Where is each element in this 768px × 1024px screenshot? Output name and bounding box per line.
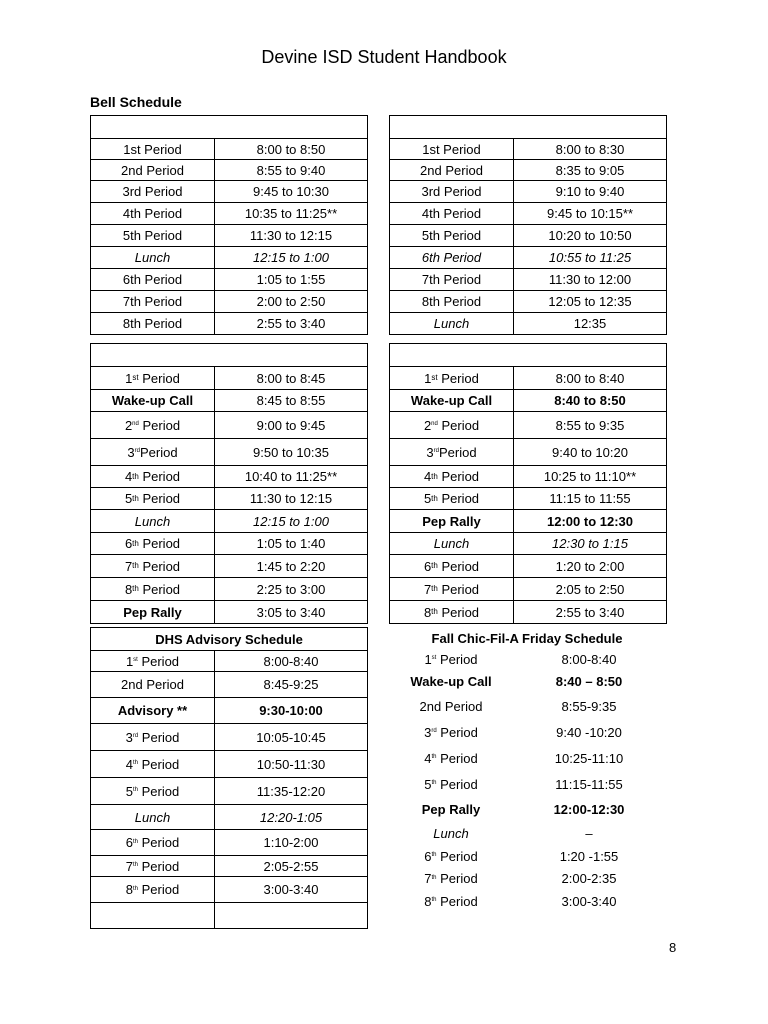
time-cell: 2:25 to 3:00 (256, 581, 326, 597)
bell-schedule-table-regular (90, 115, 368, 335)
table-row (90, 751, 368, 778)
time-cell: 2:00 to 2:50 (256, 294, 326, 309)
period-cell: Pep Rally (421, 801, 481, 817)
bell-schedule-table-pep-rally-end (90, 343, 368, 624)
table-row (389, 866, 665, 891)
table-row (90, 510, 368, 533)
period-label: Period (439, 444, 477, 460)
period-label: Period (436, 893, 478, 909)
period-cell (389, 891, 513, 911)
period-number: 8 (424, 893, 432, 909)
period-number: 8 (125, 882, 133, 897)
time-cell: 12:00-12:30 (553, 801, 625, 817)
period-number: 6 (125, 835, 133, 850)
period-cell: Wake-up Call (390, 390, 514, 411)
time-cell: 10:25 to 11:10** (543, 469, 637, 484)
table-row (389, 313, 667, 335)
period-cell (389, 719, 513, 745)
ordinal-suffix: th (133, 885, 139, 892)
period-cell: 1 st Period (390, 367, 514, 389)
period-label: Period (138, 858, 180, 874)
period-number: 2 (124, 417, 133, 433)
ordinal-suffix: th (133, 862, 139, 868)
table-header-row (389, 627, 665, 649)
ordinal-suffix: th (133, 787, 139, 793)
time-cell: 8:55 to 9:35 (555, 417, 625, 433)
table-row (389, 466, 667, 488)
period-label: Period (138, 882, 180, 897)
period-label: Period (138, 536, 181, 551)
table-row (389, 797, 665, 821)
time-cell: 11:15-11:55 (555, 776, 623, 792)
time-cell: 2:05 to 2:50 (555, 581, 625, 597)
table-row (90, 390, 368, 412)
time-cell: 3:00-3:40 (263, 882, 319, 897)
table-row (90, 601, 368, 624)
period-label: Period (437, 491, 480, 506)
period-label: Period (138, 558, 181, 574)
table-header-row (90, 627, 368, 651)
time-cell: 8:40 – 8:50 (555, 674, 623, 689)
table-row (90, 367, 368, 390)
table-row (90, 778, 368, 805)
period-cell (389, 866, 513, 891)
period-cell: Wake-up Call (410, 674, 492, 689)
table-row (389, 291, 667, 313)
period-cell: Wake-up Call (91, 390, 215, 411)
period-cell (91, 751, 215, 777)
period-number: 1 (424, 651, 432, 667)
time-cell: 10:55 to 11:25 (548, 250, 632, 265)
period-cell (91, 778, 215, 804)
time-cell: 8:45-9:25 (263, 677, 319, 692)
time-cell: 8:00 to 8:50 (256, 141, 326, 157)
period-number: 6 (124, 536, 133, 551)
period-label: Period (138, 581, 181, 597)
table-row (90, 555, 368, 578)
table-row (389, 247, 667, 269)
table-row (90, 805, 368, 830)
time-cell: 3:05 to 3:40 (256, 604, 326, 620)
period-label: Period (436, 871, 478, 886)
period-number: 7 (424, 871, 432, 886)
period-cell (91, 877, 215, 902)
period-number: 8 (423, 604, 432, 620)
time-cell: 8:35 to 9:05 (555, 162, 625, 178)
period-cell (91, 651, 215, 671)
advisory-schedule-table (90, 627, 368, 929)
table-row (389, 160, 667, 181)
period-cell (389, 771, 513, 797)
period-number: 7 (124, 558, 133, 574)
table-row (90, 139, 368, 160)
table-row (389, 555, 667, 578)
table-row (389, 821, 665, 846)
table-row (389, 719, 665, 745)
table-title (390, 116, 666, 138)
table-row (389, 846, 665, 866)
table-title: Fall Chic-Fil-A Friday Schedule (431, 630, 623, 646)
time-cell: 8:00 to 8:45 (256, 370, 326, 386)
period-cell: 8th Period (390, 291, 514, 312)
table-row (90, 439, 368, 466)
period-cell: 7 th Period (390, 578, 514, 600)
time-cell: 2:05-2:55 (263, 858, 319, 874)
ordinal-suffix: st (431, 655, 437, 661)
period-cell: 6th Period (91, 269, 215, 290)
time-cell: 8:40 to 8:50 (554, 393, 626, 408)
period-number: 4 (424, 750, 432, 766)
period-label: Period (436, 776, 478, 792)
time-cell: 11:35-12:20 (256, 783, 326, 799)
period-cell: 4th Period (91, 203, 215, 224)
period-number: 1 (125, 653, 134, 669)
period-cell: 6th Period (390, 247, 514, 268)
period-cell: Lunch (91, 510, 215, 532)
table-row (389, 390, 667, 412)
period-number: 8 (124, 581, 133, 597)
period-label: Period (138, 370, 180, 386)
table-title (91, 344, 367, 366)
period-cell (390, 439, 514, 465)
time-cell: 10:50-11:30 (256, 756, 326, 772)
time-cell: 9:45 to 10:30 (253, 184, 329, 199)
table-row (389, 439, 667, 466)
period-label: Period (138, 783, 180, 799)
period-label: Period (138, 729, 180, 745)
period-cell (91, 856, 215, 876)
time-cell: 8:00-8:40 (561, 651, 617, 667)
period-cell (390, 412, 514, 438)
time-cell: – (585, 826, 593, 841)
time-cell: 10:05-10:45 (256, 729, 326, 745)
table-row (389, 649, 665, 669)
table-title: DHS Advisory Schedule (155, 631, 303, 647)
period-cell: 6 th Period (390, 555, 514, 577)
table-row (90, 903, 368, 929)
table-row (389, 181, 667, 203)
ordinal-suffix: th (431, 780, 437, 786)
ordinal-suffix: th (431, 897, 437, 903)
period-label: Period (437, 558, 480, 574)
period-label: Period (437, 417, 480, 433)
table-header-row (389, 115, 667, 139)
time-cell: 12:15 to 1:00 (253, 250, 329, 265)
table-row (90, 830, 368, 856)
table-row (389, 269, 667, 291)
period-label: Period (138, 756, 180, 772)
table-header-row (90, 115, 368, 139)
time-cell: 12:30 to 1:15 (552, 536, 628, 551)
time-cell: 9:00 to 9:45 (256, 417, 326, 433)
period-cell: Lunch (390, 533, 514, 554)
section-heading: Bell Schedule (90, 94, 182, 110)
period-label: Period (138, 491, 181, 506)
table-row (90, 651, 368, 672)
table-title (91, 116, 367, 138)
table-row (90, 225, 368, 247)
time-cell: 11:15 to 11:55 (549, 491, 631, 506)
period-cell (91, 724, 215, 750)
period-cell: 2nd Period (91, 672, 215, 697)
period-cell: 7 th Period (91, 555, 215, 577)
period-cell (389, 649, 513, 669)
period-number: 5 (124, 491, 133, 506)
time-cell: 1:20 -1:55 (559, 848, 619, 864)
table-row (90, 313, 368, 335)
ordinal-suffix: th (431, 852, 437, 858)
period-number: 3 (424, 724, 432, 740)
period-number: 3 (426, 444, 434, 460)
period-label: Period (436, 750, 478, 766)
period-label: Period (138, 417, 181, 433)
period-cell: 4 th Period (390, 466, 514, 487)
period-label: Period (436, 848, 478, 864)
ordinal-suffix: rd (431, 728, 437, 734)
time-cell: 10:25-11:10 (554, 750, 624, 766)
table-row (90, 488, 368, 510)
table-row (389, 669, 665, 694)
ordinal-suffix: nd (132, 421, 139, 427)
table-header-row (389, 343, 667, 367)
period-label: Period (436, 724, 478, 740)
table-header-row (90, 343, 368, 367)
period-number: 7 (423, 581, 432, 597)
period-label: Period (140, 444, 178, 460)
table-row (389, 412, 667, 439)
time-cell: 10:20 to 10:50 (548, 228, 632, 243)
ordinal-suffix: th (431, 754, 437, 760)
period-number: 7 (125, 858, 133, 874)
table-row (90, 877, 368, 903)
period-number: 6 (423, 558, 432, 574)
ordinal-suffix: nd (431, 421, 438, 427)
table-row (90, 724, 368, 751)
time-cell: 8:00 to 8:40 (555, 370, 625, 386)
time-cell: 12:20-1:05 (259, 809, 323, 825)
period-number: 4 (423, 469, 432, 484)
period-cell: 2nd Period (419, 699, 483, 714)
time-cell: 8:00 to 8:30 (555, 141, 625, 157)
table-row (90, 533, 368, 555)
period-number: 1 (424, 370, 432, 386)
table-row (389, 367, 667, 390)
table-row (389, 694, 665, 719)
ordinal-suffix: rd (132, 733, 139, 739)
table-row (90, 672, 368, 698)
chick-fil-a-friday-schedule (389, 627, 665, 911)
period-label: Period (138, 835, 180, 850)
time-cell: 9:45 to 10:15** (546, 206, 634, 221)
time-cell: 9:50 to 10:35 (253, 444, 329, 460)
table-row (90, 269, 368, 291)
period-number: 2 (423, 417, 432, 433)
period-label: Period (437, 604, 480, 620)
period-label: Period (437, 469, 480, 484)
bell-schedule-table-short (389, 115, 667, 335)
time-cell: 12:35 (573, 316, 607, 331)
period-cell: 5th Period (390, 225, 514, 246)
period-cell: 8th Period (91, 313, 215, 334)
time-cell: 10:40 to 11:25** (244, 469, 338, 484)
table-row (389, 225, 667, 247)
time-cell: 11:30 to 12:15 (249, 228, 333, 243)
time-cell: 12:00 to 12:30 (547, 513, 633, 529)
period-cell: 6 th Period (91, 533, 215, 554)
period-cell: Lunch (390, 313, 514, 334)
period-number: 3 (127, 444, 135, 460)
time-cell: 2:00-2:35 (561, 871, 617, 886)
period-number: 3 (125, 729, 133, 745)
ordinal-suffix: th (133, 838, 139, 845)
period-label: Period (138, 469, 181, 484)
table-row (90, 291, 368, 313)
period-cell: 5 th Period (91, 488, 215, 509)
period-cell: 7th Period (390, 269, 514, 290)
period-cell (91, 439, 215, 465)
table-row (389, 488, 667, 510)
period-label: Period (436, 651, 478, 667)
ordinal-suffix: st (133, 657, 138, 663)
period-cell: 8 th Period (91, 578, 215, 600)
time-cell: 1:10-2:00 (263, 835, 319, 850)
time-cell: 9:30-10:00 (259, 703, 323, 718)
table-row (389, 745, 665, 771)
period-cell: Lunch (91, 247, 215, 268)
time-cell: 11:30 to 12:00 (548, 272, 632, 287)
period-cell: Advisory ** (91, 698, 215, 723)
table-row (90, 856, 368, 877)
ordinal-suffix: th (133, 760, 139, 766)
table-row (389, 533, 667, 555)
time-cell: 1:05 to 1:55 (256, 272, 326, 287)
period-label: Period (437, 581, 480, 597)
period-cell: Lunch (433, 826, 469, 841)
table-row (389, 771, 665, 797)
table-row (389, 510, 667, 533)
table-row (90, 160, 368, 181)
period-number: 5 (423, 491, 432, 506)
table-row (90, 698, 368, 724)
period-cell: Lunch (91, 805, 215, 829)
table-title (390, 344, 666, 366)
time-cell: 9:40 -10:20 (556, 724, 622, 740)
page-number: 8 (669, 940, 677, 955)
period-number: 1 (125, 370, 133, 386)
time-cell: 9:10 to 9:40 (555, 184, 625, 199)
table-row (90, 181, 368, 203)
time-cell: 11:30 to 12:15 (249, 491, 333, 506)
ordinal-suffix: th (431, 874, 437, 881)
ordinal-suffix: rd (134, 448, 140, 454)
time-cell: 2:55 to 3:40 (555, 604, 625, 620)
table-row (90, 578, 368, 601)
time-cell: 1:05 to 1:40 (256, 536, 326, 551)
period-cell: 7th Period (91, 291, 215, 312)
table-row (389, 578, 667, 601)
time-cell: 9:40 to 10:20 (552, 444, 628, 460)
period-cell: 5th Period (91, 225, 215, 246)
time-cell: 2:55 to 3:40 (256, 316, 326, 331)
period-cell: 8 th Period (390, 601, 514, 623)
period-cell: 4th Period (390, 203, 514, 224)
period-cell: 1 st Period (91, 367, 215, 389)
table-row (389, 601, 667, 624)
table-row (90, 203, 368, 225)
period-cell: 1st Period (390, 139, 514, 159)
period-cell (91, 412, 215, 438)
period-number: 5 (125, 783, 133, 799)
ordinal-suffix: rd (433, 448, 439, 454)
period-cell: Pep Rally (91, 601, 215, 623)
table-row (90, 247, 368, 269)
period-cell: 2nd Period (91, 160, 215, 180)
period-cell: 3rd Period (390, 181, 514, 202)
period-number: 6 (424, 848, 432, 864)
time-cell: 1:45 to 2:20 (256, 558, 326, 574)
period-label: Period (137, 653, 180, 669)
time-cell: 8:55-9:35 (561, 699, 617, 714)
period-cell (91, 903, 215, 928)
period-cell: 4 th Period (91, 466, 215, 487)
document-title: Devine ISD Student Handbook (261, 47, 507, 67)
time-cell: 3:00-3:40 (561, 893, 617, 909)
period-cell: 5 th Period (390, 488, 514, 509)
period-number: 5 (424, 776, 432, 792)
table-row (90, 466, 368, 488)
table-row (389, 203, 667, 225)
period-cell (91, 830, 215, 855)
time-cell: 8:00-8:40 (263, 653, 319, 669)
table-row (389, 891, 665, 911)
time-cell (215, 903, 367, 928)
period-cell (389, 846, 513, 866)
time-cell: 12:05 to 12:35 (548, 294, 632, 309)
period-cell: Pep Rally (390, 510, 514, 532)
time-cell: 12:15 to 1:00 (253, 513, 329, 529)
time-cell: 1:20 to 2:00 (555, 558, 625, 574)
period-cell: 1st Period (91, 139, 215, 159)
bell-schedule-table-pep-rally-midday (389, 343, 667, 624)
period-number: 4 (125, 756, 133, 772)
period-cell: 2nd Period (390, 160, 514, 180)
period-number: 4 (124, 469, 133, 484)
time-cell: 8:55 to 9:40 (256, 162, 326, 178)
table-row (389, 139, 667, 160)
period-label: Period (437, 370, 479, 386)
time-cell: 10:35 to 11:25** (244, 206, 338, 221)
time-cell: 8:45 to 8:55 (256, 393, 326, 408)
table-row (90, 412, 368, 439)
period-cell: 3rd Period (91, 181, 215, 202)
period-cell (389, 745, 513, 771)
